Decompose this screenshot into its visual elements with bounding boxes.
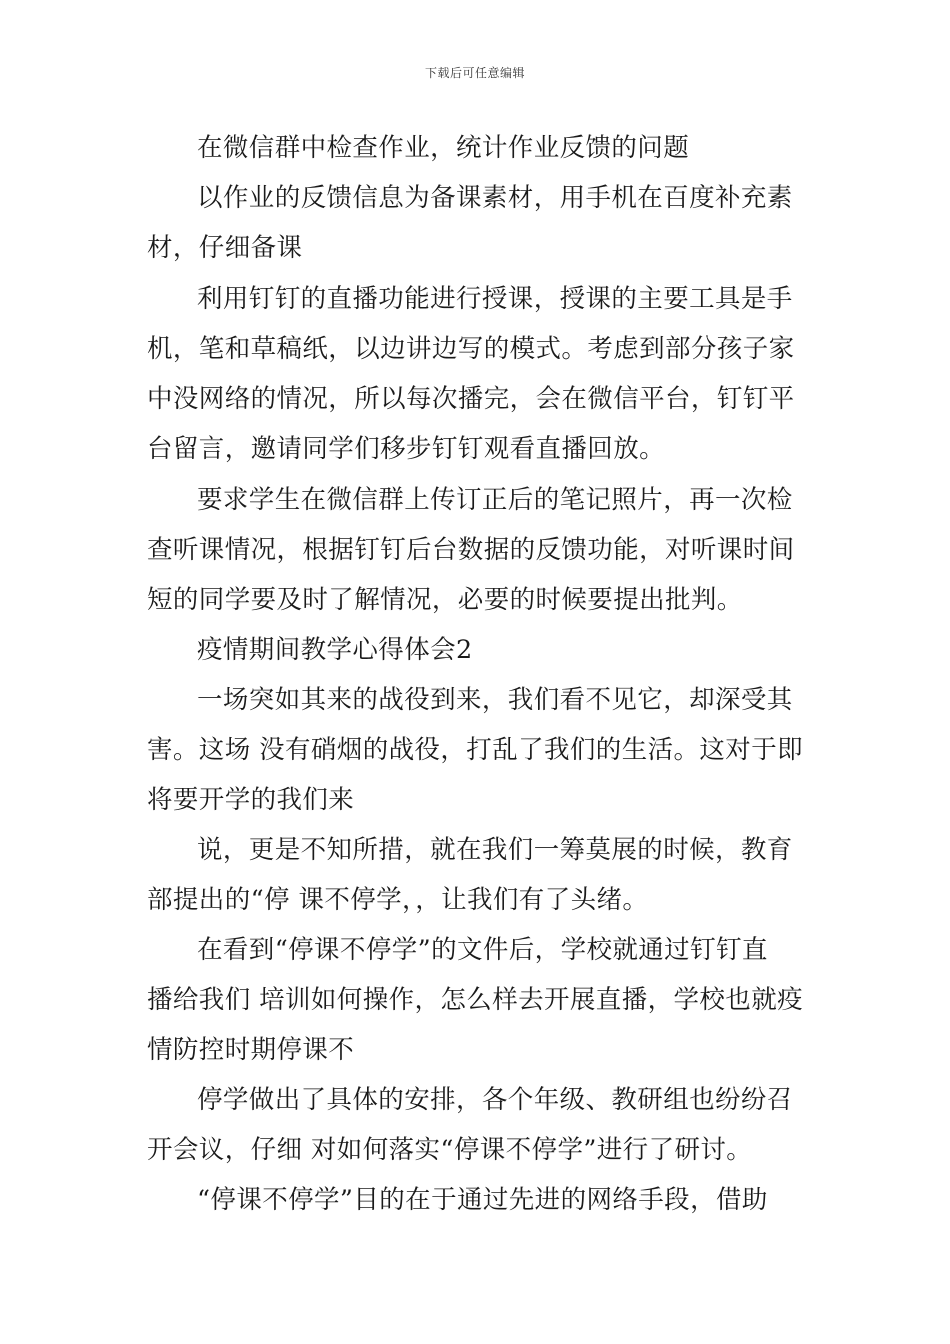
text-line: 在微信群中检查作业，统计作业反馈的问题	[197, 133, 690, 163]
text-line: 以作业的反馈信息为备课素材，用手机在百度补充素	[197, 183, 793, 213]
text-line: 部提出的“停 课不停学，，让我们有了头绪。	[147, 885, 649, 915]
page-header: 下载后可任意编辑	[424, 66, 525, 80]
text-line: 查听课情况，根据钉钉后台数据的反馈功能，对听课时间	[147, 535, 795, 565]
text-line: 说，更是不知所措，就在我们一筹莫展的时候，教育	[197, 835, 793, 865]
text-line: 要求学生在微信群上传订正后的笔记照片，再一次检	[197, 485, 793, 515]
text-line: 将要开学的我们来	[147, 785, 355, 815]
text-line: 在看到“停课不停学”的文件后，学校就通过钉钉直	[197, 935, 768, 965]
text-line: 开会议，仔细 对如何落实“停课不停学”进行了研讨。	[147, 1135, 753, 1165]
text-line: 停学做出了具体的安排，各个年级、教研组也纷纷召	[197, 1085, 793, 1115]
text-line: 一场突如其来的战役到来，我们看不见它，却深受其	[197, 685, 793, 715]
text-line: 材，仔细备课	[147, 233, 303, 263]
text-line: 播给我们 培训如何操作，怎么样去开展直播，学校也就疫	[147, 985, 804, 1015]
text-line: 中没网络的情况，所以每次播完，会在微信平台，钉钉平	[147, 384, 795, 414]
text-line: 害。这场 没有硝烟的战役，打乱了我们的生活。这对于即	[147, 735, 804, 765]
section-heading: 疫情期间教学心得体会2	[197, 635, 473, 665]
text-line: 台留言，邀请同学们移步钉钉观看直播回放。	[147, 434, 666, 464]
text-line: 情防控时期停课不	[147, 1035, 355, 1065]
text-line: 机，笔和草稿纸，以边讲边写的模式。考虑到部分孩子家	[147, 334, 795, 364]
text-line: 短的同学要及时了解情况，必要的时候要提出批判。	[147, 585, 743, 615]
text-line: 利用钉钉的直播功能进行授课，授课的主要工具是手	[197, 284, 793, 314]
text-line: “停课不停学”目的在于通过先进的网络手段，借助	[197, 1185, 768, 1215]
